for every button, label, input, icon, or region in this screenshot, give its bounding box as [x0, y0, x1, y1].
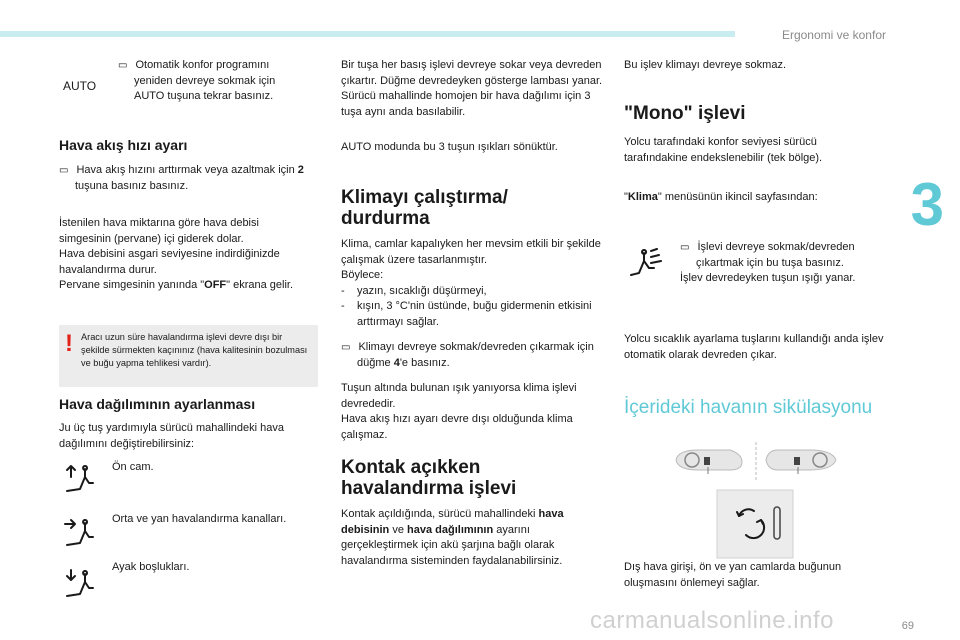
airflow-bullet: ▭ Hava akış hızını arttırmak veya azaltmak için 2 tuşuna basınız basınız. — [59, 164, 304, 192]
airflow-text: İstenilen hava miktarına göre hava debisi simgesinin (pervane) içi giderek dolar. Hava debisini asgari seviyesine indirdiğinizde havalandırma durur. Pervane simgesinin yanında "OFF" ekrana gelir. — [59, 217, 294, 291]
mono-function-icon — [628, 247, 666, 283]
feet-distribution-icon — [62, 568, 98, 602]
top-bar — [0, 31, 735, 37]
dist-item-feet: Ayak boşlukları. — [112, 561, 190, 573]
col3-intro: Bu işlev klimayı devreye sokmaz. — [624, 59, 786, 71]
distribution-text: Ju üç tuş yardımıyla sürücü mahallindeki hava dağılımını değiştirebilirsiniz: — [59, 422, 284, 450]
recirculation-button-icon — [716, 489, 794, 559]
watermark: carmanualsonline.info — [590, 607, 834, 634]
section-title: Ergonomi ve konfor — [781, 28, 886, 42]
mono-heading: "Mono" işlevi — [624, 103, 746, 124]
mono-bullet: ▭ İşlevi devreye sokmak/devreden çıkartmak için bu tuşa basınız. — [680, 241, 855, 269]
warning-icon: ! — [65, 330, 73, 357]
page-number: 69 — [901, 620, 914, 632]
ac-text: Klima, camlar kapalıyken her mevsim etkili bir şekilde çalışmak üzere tasarlanmıştır. Böylece: - yazın, sıcaklığı düşürmeyi, - kışın, 3 °C'nin üstünde, buğu gidermenin etkisini arttırmayı sağlar. — [341, 238, 601, 328]
ignition-heading: Kontak açıkken havalandırma işlevi — [341, 457, 517, 499]
warning-box — [59, 325, 318, 387]
recirc-text: Dış hava girişi, ön ve yan camlarda buğunun oluşmasını önlemeyi sağlar. — [624, 561, 842, 589]
mono-text-3: İşlev devredeyken tuşun ışığı yanar. — [680, 272, 856, 284]
auto-bullet: ▭ Otomatik konfor programını yeniden devreye sokmak için AUTO tuşuna tekrar basınız. — [118, 59, 276, 102]
mono-text-2: "Klima" menüsünün ikincil sayfasından: — [624, 191, 818, 203]
recirc-heading: İçerideki havanın sikülasyonu — [624, 397, 873, 418]
mono-text-4: Yolcu sıcaklık ayarlama tuşlarını kullandığı anda işlev otomatik olarak devreden çıkar. — [624, 333, 884, 361]
chapter-tab-number: 3 — [910, 171, 944, 238]
dist-item-vents: Orta ve yan havalandırma kanalları. — [112, 513, 287, 525]
intro-text-2: AUTO modunda bu 3 tuşun ışıkları sönüktür. — [341, 141, 558, 153]
distribution-heading: Hava dağılımının ayarlanması — [59, 396, 256, 412]
dist-item-windscreen: Ön cam. — [112, 461, 154, 473]
recirculation-vehicle-diagram — [672, 440, 842, 482]
auto-label: AUTO — [63, 79, 97, 93]
airflow-heading: Hava akış hızı ayarı — [59, 137, 188, 153]
windscreen-distribution-icon — [62, 463, 98, 497]
ac-text-2: Tuşun altında bulunan ışık yanıyorsa klima işlevi devrededir. Hava akış hızı ayarı devre dışı olduğunda klima çalışmaz. — [341, 382, 577, 441]
ignition-text: Kontak açıldığında, sürücü mahallindeki hava debisinin ve hava dağılımının ayarını gerçekleştirmek için akü şarjına bağlı olarak havalandırma sisteminden faydalanabilirsiniz. — [341, 508, 564, 567]
ac-heading: Klimayı çalıştırma/ durdurma — [341, 187, 508, 229]
mono-text-1: Yolcu tarafındaki konfor seviyesi sürücü tarafındakine endekslenebilir (tek bölge). — [624, 136, 823, 164]
vents-distribution-icon — [62, 517, 98, 551]
ac-bullet: ▭ Klimayı devreye sokmak/devreden çıkarmak için düğme 4'e basınız. — [341, 341, 594, 369]
intro-text-1: Bir tuşa her basış işlevi devreye sokar veya devreden çıkartır. Düğme devredeyken gösterge lambası yanar. Sürücü mahallinde homojen bir hava dağılımı için 3 tuşa aynı anda basılabilir. — [341, 59, 603, 118]
warning-text: Aracı uzun süre havalandırma işlevi devre dışı bir şekilde sürmekten kaçınınız (hava kalitesinin bozulması ve buğu yapma tehlikesi vardır). — [81, 332, 308, 368]
